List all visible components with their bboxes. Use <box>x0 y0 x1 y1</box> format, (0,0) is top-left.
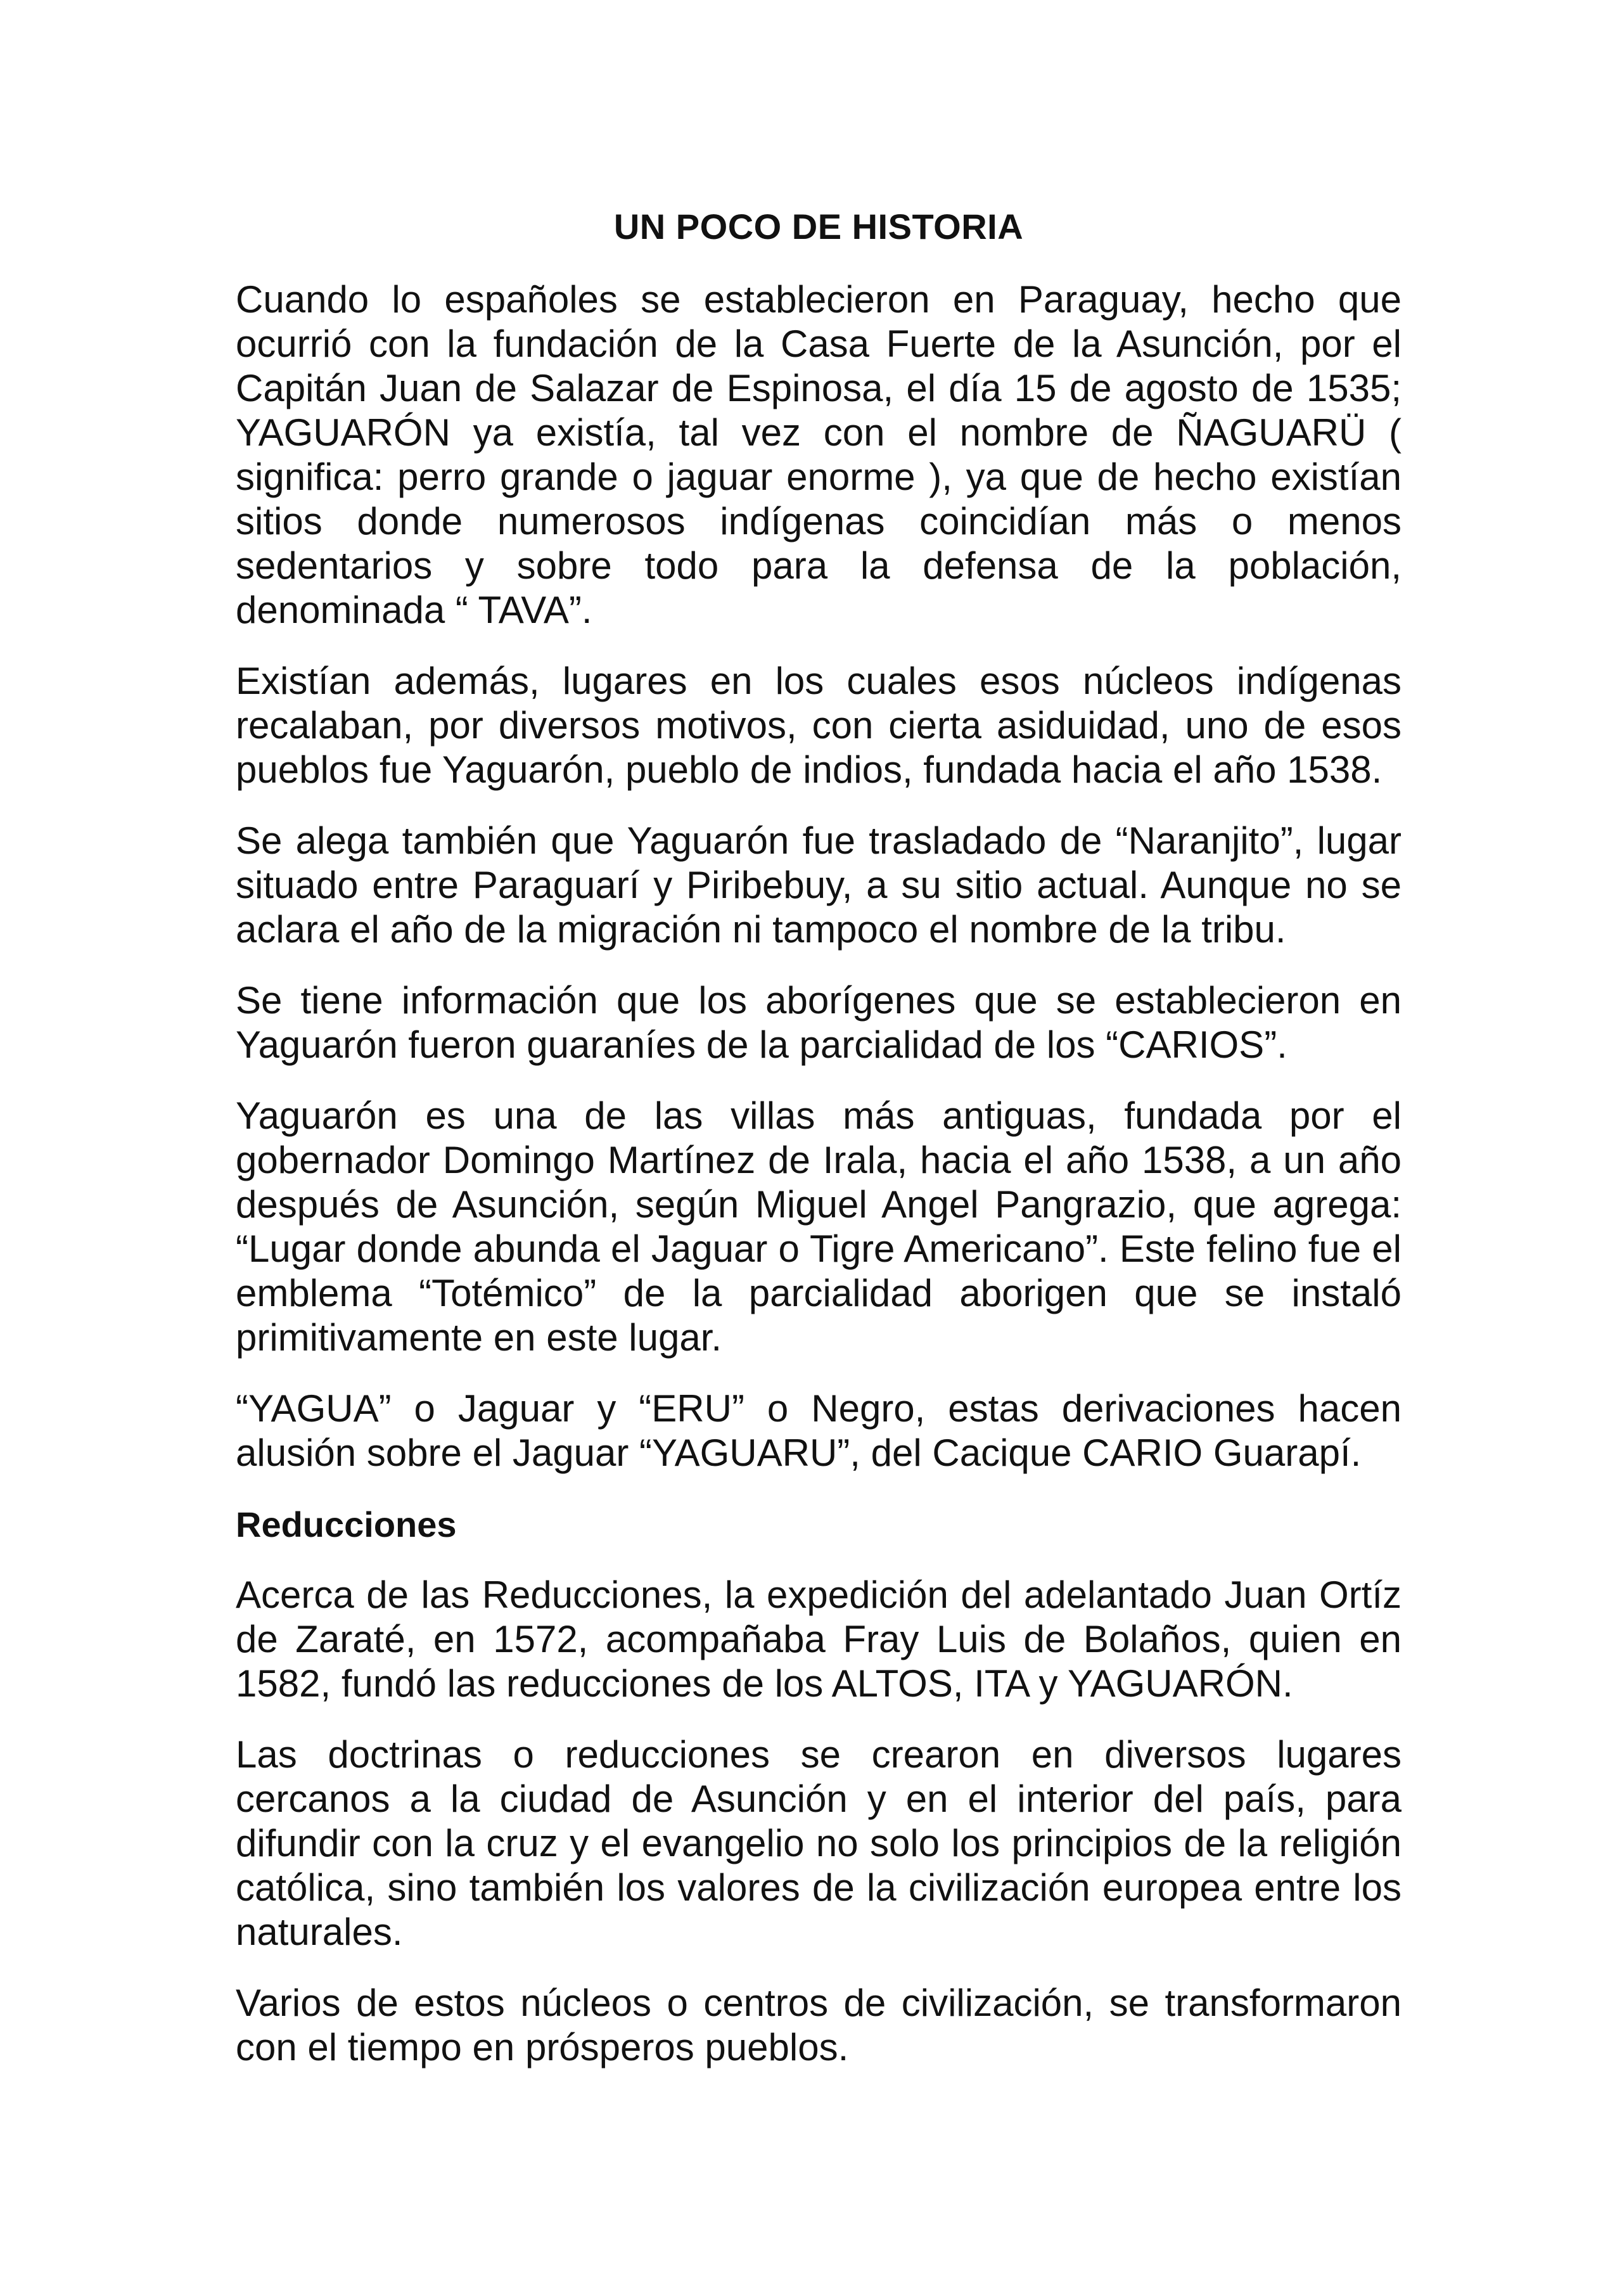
paragraph: Se tiene información que los aborígenes que se establecieron en Yaguarón fueron guaraníes de la parcialidad de los “CARIOS”. <box>236 979 1402 1066</box>
paragraph: Las doctrinas o reducciones se crearon en diversos lugares cercanos a la ciudad de Asunción y en el interior del país, para difundir con la cruz y el evangelio no solo los principios de la religión católica, sino también los valores de la civilización europea entre los naturales. <box>236 1733 1402 1953</box>
paragraph: Acerca de las Reducciones, la expedición del adelantado Juan Ortíz de Zaraté, en 1572, acompañaba Fray Luis de Bolaños, quien en 1582, fundó las reducciones de los ALTOS, ITA y YAGUARÓN. <box>236 1574 1402 1705</box>
page-title: UN POCO DE HISTORIA <box>613 207 1024 247</box>
paragraph: Se alega también que Yaguarón fue trasladado de “Naranjito”, lugar situado entre Paraguarí y Piribebuy, a su sitio actual. Aunque no se aclara el año de la migración ni tampoco el nombre de la tribu. <box>236 819 1402 951</box>
document-body <box>236 202 1402 2096</box>
paragraph: Yaguarón es una de las villas más antiguas, fundada por el gobernador Domingo Martínez de Irala, hacia el año 1538, a un año después de Asunción, según Miguel Angel Pangrazio, que agrega: “Lugar donde abunda el Jaguar o Tigre Americano”. Este felino fue el emblema “Totémico” de la parcialidad aborigen que se instaló primitivamente en este lugar. <box>236 1094 1402 1359</box>
section-heading: Reducciones <box>236 1504 457 1544</box>
paragraph: “YAGUA” o Jaguar y “ERU” o Negro, estas derivaciones hacen alusión sobre el Jaguar “YAGUARU”, del Cacique CARIO Guarapí. <box>236 1387 1402 1474</box>
paragraph: Existían además, lugares en los cuales esos núcleos indígenas recalaban, por diversos motivos, con cierta asiduidad, uno de esos pueblos fue Yaguarón, pueblo de indios, fundada hacia el año 1538. <box>236 660 1402 791</box>
paragraph: Cuando lo españoles se establecieron en Paraguay, hecho que ocurrió con la fundación de la Casa Fuerte de la Asunción, por el Capitán Juan de Salazar de Espinosa, el día 15 de agosto de 1535; YAGUARÓN ya existía, tal vez con el nombre de ÑAGUARÜ ( significa: perro grande o jaguar enorme ), ya que de hecho existían sitios donde numerosos indígenas coincidían más o menos sedentarios y sobre todo para la defensa de la población, denominada “ TAVA”. <box>236 278 1402 631</box>
paragraph: Varios de estos núcleos o centros de civilización, se transformaron con el tiempo en prósperos pueblos. <box>236 1982 1402 2068</box>
